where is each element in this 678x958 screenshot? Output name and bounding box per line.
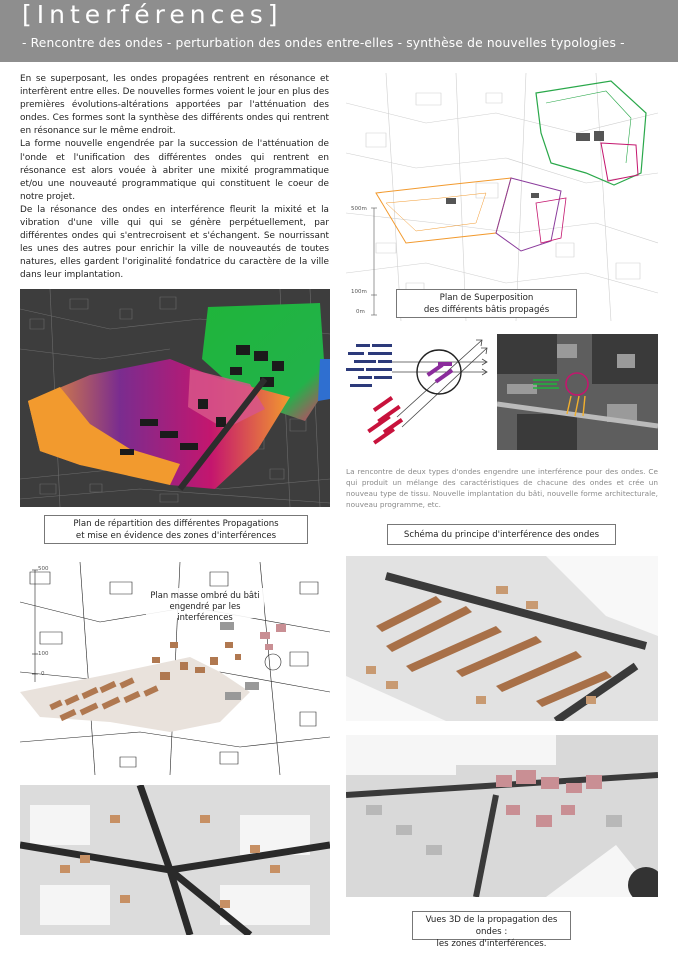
caption-plan-masse-line2: engendré par les interférences bbox=[169, 601, 241, 622]
caption-superposition-line2: des différents bâtis propagés bbox=[423, 305, 550, 315]
caption-schema bbox=[387, 524, 616, 545]
intro-text bbox=[20, 73, 329, 283]
page-title: [Interférences] bbox=[22, 0, 283, 29]
caption-superposition bbox=[396, 289, 577, 318]
intro-paragraph-2: La forme nouvelle engendrée par la succession de l'atténuation de l'onde et l'unification des différentes ondes qui rentrent en résonance est alors vouée à abriter une mixité programmatique et/ou une nouveauté programmatique qui constituent le coeur de notre projet. bbox=[20, 139, 329, 202]
caption-repartition bbox=[44, 515, 308, 544]
caption-vues-3d bbox=[412, 911, 571, 949]
plan-masse-scale-100: 100 bbox=[38, 651, 49, 657]
intro-paragraph-3: De la résonance des ondes en interférence fleurit la mixité et la vibration d'une ville qui qui se génère perpétuellement, par différentes ondes qui s'entrecroisent et s'échangent. Se nourrissant les unes des autres pour enrichir la ville de nouveautés de toutes natures, elles gardent l'originalité fondatrice du caractère de la ville dans leur implantation. bbox=[20, 204, 329, 281]
header-banner bbox=[0, 0, 678, 62]
caption-vues-3d-line2: les zones d'interférences. bbox=[436, 939, 547, 949]
caption-plan-masse-line1: Plan masse ombré du bâti bbox=[150, 590, 260, 600]
caption-repartition-line1: Plan de répartition des différentes Propagations bbox=[73, 519, 279, 529]
scale-label-100m: 100m bbox=[351, 289, 367, 295]
interference-schema-diagram bbox=[342, 332, 492, 450]
intro-paragraph-1: En se superposant, les ondes propagées rentrent en résonance et interfèrent entre elles. De nouvelles formes voient le jour en plus des premières évolutions-altérations apportées par l'atténuation des ondes. Ces formes sont la synthèse des différents ondes qui rentrent en résonance sur le même endroit. bbox=[20, 74, 329, 137]
caption-vues-3d-line1: Vues 3D de la propagation des ondes : bbox=[425, 915, 558, 937]
scale-label-500m: 500m bbox=[351, 206, 367, 212]
page-subtitle: - Rencontre des ondes - perturbation des ondes entre-elles - synthèse de nouvelles typologies - bbox=[22, 36, 625, 50]
plan-masse-scale-500: 500 bbox=[38, 566, 49, 572]
scale-label-0m: 0m bbox=[356, 309, 365, 315]
caption-schema-line: Schéma du principe d'interférence des ondes bbox=[403, 530, 600, 540]
repartition-plan-image bbox=[20, 289, 330, 507]
interference-description: La rencontre de deux types d'ondes engendre une interférence pour des ondes. Ce qui produit un mélange des caractéristiques de chacune des ondes et crée un nouveau type de tissu. Nouvelle implantation du bâti, nouvelle forme architecturale, nouveau programme, etc. bbox=[346, 467, 658, 509]
caption-superposition-line1: Plan de Superposition bbox=[439, 293, 534, 303]
3d-view-pink-buildings bbox=[346, 735, 658, 897]
caption-repartition-line2: et mise en évidence des zones d'interférences bbox=[75, 531, 277, 541]
interference-aerial-photo bbox=[497, 334, 658, 450]
plan-masse-scale-0: 0 bbox=[41, 671, 45, 677]
caption-plan-masse bbox=[150, 590, 260, 623]
3d-view-brown-buildings bbox=[346, 556, 658, 721]
superposition-plan-image bbox=[346, 73, 658, 321]
3d-view-bottom-left bbox=[20, 785, 330, 935]
